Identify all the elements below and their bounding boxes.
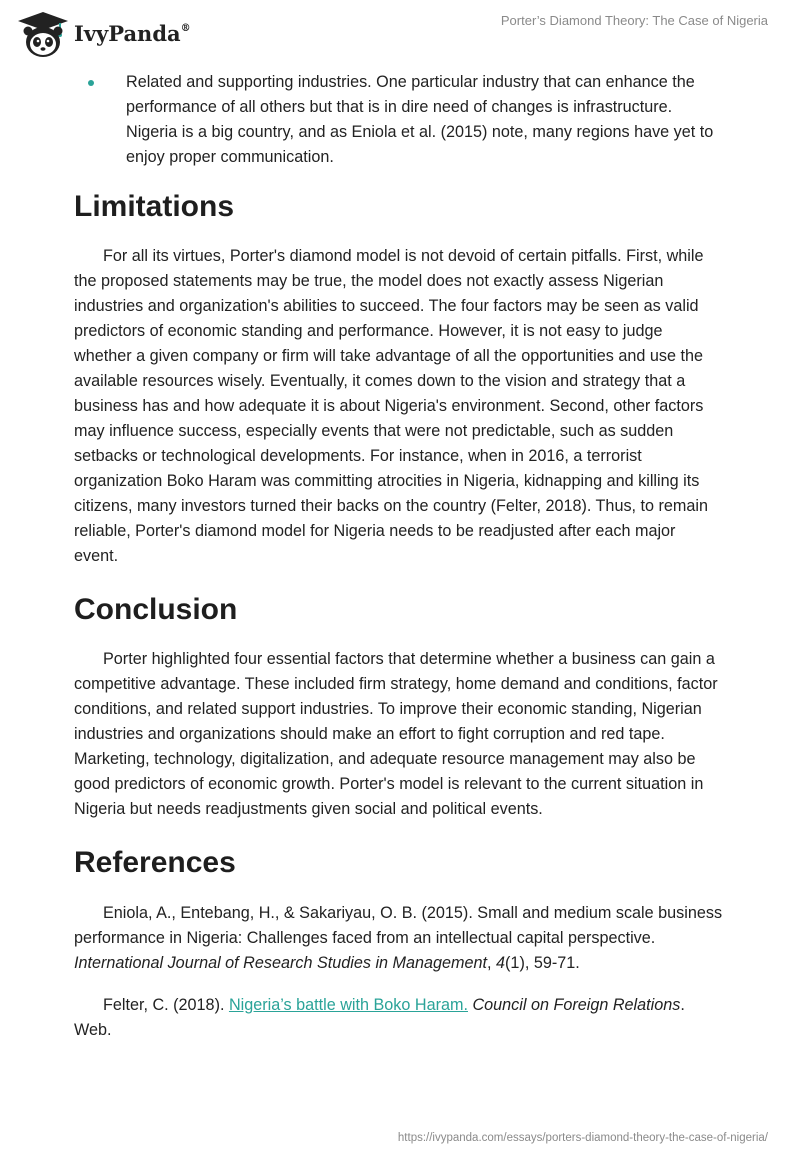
- paragraph-conclusion: Porter highlighted four essential factors that determine whether a business can gain a competitive advantage. These included firm strategy, home demand and conditions, factor conditions, and related support industries. To improve their economic standing, Nigerian industries and organizations should make an effort to fight corruption and red tape. Marketing, technology, digitalization, and adequate resource management may also be good predictors of economic growth. Porter's model is relevant to the current situation in Nigeria but needs readjustments given social and political events.: [74, 650, 718, 818]
- reference-felter: Felter, C. (2018). Nigeria’s battle with Boko Haram. Council on Foreign Relations. Web.: [74, 996, 685, 1039]
- heading-conclusion: Conclusion: [74, 593, 238, 626]
- paragraph-limitations: For all its virtues, Porter's diamond model is not devoid of certain pitfalls. First, while the proposed statements may be true, the model does not exactly assess Nigerian industries and organization's abilities to succeed. The four factors may be seen as valid predictors of economic standing and performance. However, it is not easy to judge whether a given company or firm will take advantage of all the opportunities and use the available resources wisely. Eventually, it comes down to the vision and strategy that a business has and how adequate it is about Nigeria's environment. Second, other factors may influence success, especially events that were not predictable, such as sudden setbacks or technological developments. For instance, when in 2016, a terrorist organization Boko Haram was committing atrocities in Nigeria, kidnapping and killing its citizens, many investors turned their backs on the country (Felter, 2018). Thus, to remain reliable, Porter's diamond model for Nigeria needs to be readjusted after each major event.: [74, 247, 709, 565]
- boko-haram-link[interactable]: Nigeria’s battle with Boko Haram.: [228, 996, 468, 1014]
- brand-logo[interactable]: [14, 10, 191, 60]
- document-title: Porter’s Diamond Theory: The Case of Nigeria: [500, 13, 768, 28]
- essay-content: [74, 70, 724, 1043]
- page-header: [0, 0, 800, 62]
- brand-name: IvyPanda®: [74, 20, 191, 46]
- reference-eniola: Eniola, A., Entebang, H., & Sakariyau, O. B. (2015). Small and medium scale business performance in Nigeria: Challenges faced from an intellectual capital perspective. International Journal of Research Studies in Management, 4(1), 59-71.: [74, 904, 723, 972]
- bullet-icon: [88, 80, 94, 86]
- heading-limitations: Limitations: [74, 190, 235, 223]
- panda-graduate-icon: [14, 10, 72, 60]
- heading-references: References: [74, 846, 236, 879]
- footer-url[interactable]: https://ivypanda.com/essays/porters-diamond-theory-the-case-of-nigeria/: [397, 1132, 768, 1144]
- list-item: [74, 70, 724, 170]
- bullet-text: Related and supporting industries. One particular industry that can enhance the performance of all others but that is in dire need of changes is infrastructure. Nigeria is a big country, and as Eniola et al. (2015) note, many regions have yet to enjoy proper communication.: [126, 73, 714, 166]
